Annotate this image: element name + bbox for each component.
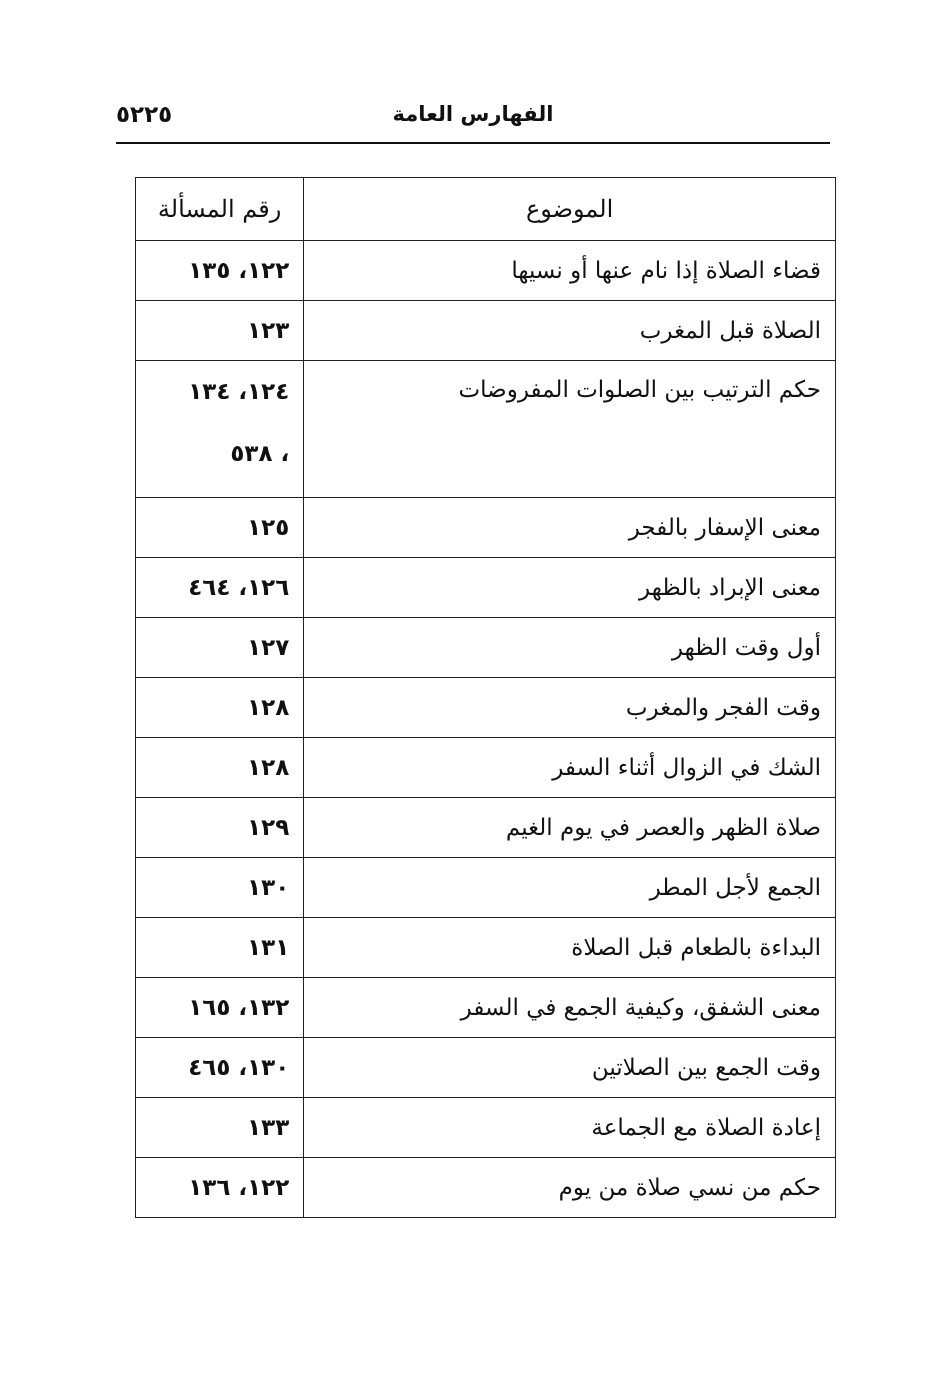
table-row xyxy=(136,1098,836,1158)
table-row xyxy=(136,241,836,301)
table-row xyxy=(136,618,836,678)
topic-cell: معنى الشفق، وكيفية الجمع في السفر xyxy=(304,978,836,1038)
topic-cell: قضاء الصلاة إذا نام عنها أو نسيها xyxy=(304,241,836,301)
issue-number-cell xyxy=(136,798,304,858)
column-header-topic: الموضوع xyxy=(304,178,836,241)
issue-number-cell xyxy=(136,618,304,678)
header-title: الفهارس العامة xyxy=(392,102,554,126)
topic-cell: صلاة الظهر والعصر في يوم الغيم xyxy=(304,798,836,858)
issue-number: ١٣٠، ٤٦٥ xyxy=(188,1054,290,1081)
table-row xyxy=(136,918,836,978)
issue-number: ١٢٨ xyxy=(247,754,290,781)
table-row xyxy=(136,738,836,798)
table-row xyxy=(136,1038,836,1098)
table-row xyxy=(136,678,836,738)
table-row xyxy=(136,558,836,618)
issue-number: ١٣٣ xyxy=(247,1114,290,1141)
table-body xyxy=(136,241,836,1218)
table-row xyxy=(136,498,836,558)
table-row xyxy=(136,301,836,361)
issue-number: ١٢٦، ٤٦٤ xyxy=(188,574,290,601)
topic-cell: الجمع لأجل المطر xyxy=(304,858,836,918)
issue-number: ١٢٢، ١٣٦ xyxy=(188,1174,290,1201)
topic-cell: معنى الإسفار بالفجر xyxy=(304,498,836,558)
issue-number-cell xyxy=(136,858,304,918)
issue-number: ١٣١ xyxy=(247,934,290,961)
topic-cell: الصلاة قبل المغرب xyxy=(304,301,836,361)
topic-cell: حكم الترتيب بين الصلوات المفروضات xyxy=(304,361,836,498)
table-row xyxy=(136,798,836,858)
page-number: ٥٢٢٥ xyxy=(116,102,173,128)
issue-number: ١٣٢، ١٦٥ xyxy=(188,994,290,1021)
issue-number-cell xyxy=(136,241,304,301)
issue-number: ١٢٥ xyxy=(247,514,290,541)
issue-number: ١٢٢، ١٣٥ xyxy=(188,257,290,284)
issue-number-cell xyxy=(136,558,304,618)
topic-cell: حكم من نسي صلاة من يوم xyxy=(304,1158,836,1218)
table-row xyxy=(136,858,836,918)
issue-number: ١٢٩ xyxy=(247,814,290,841)
issue-number-cell xyxy=(136,678,304,738)
issue-number-cell xyxy=(136,738,304,798)
topic-cell: وقت الجمع بين الصلاتين xyxy=(304,1038,836,1098)
issue-number-cell xyxy=(136,301,304,361)
issue-number-cell xyxy=(136,1158,304,1218)
table-row xyxy=(136,1158,836,1218)
issue-number-cell xyxy=(136,361,304,498)
page-header xyxy=(116,100,830,144)
issue-number-cell xyxy=(136,1098,304,1158)
index-table xyxy=(135,177,836,1218)
topic-cell: معنى الإبراد بالظهر xyxy=(304,558,836,618)
table-row xyxy=(136,978,836,1038)
column-header-issue-number: رقم المسألة xyxy=(136,178,304,241)
issue-number-cell xyxy=(136,978,304,1038)
issue-number: ١٣٠ xyxy=(247,874,290,901)
topic-cell: إعادة الصلاة مع الجماعة xyxy=(304,1098,836,1158)
issue-number: ، ٥٣٨ xyxy=(230,441,290,467)
issue-number: ١٢٤، ١٣٤ xyxy=(188,379,290,405)
topic-cell: وقت الفجر والمغرب xyxy=(304,678,836,738)
topic-cell: الشك في الزوال أثناء السفر xyxy=(304,738,836,798)
issue-number-cell xyxy=(136,918,304,978)
table-header-row xyxy=(136,178,836,241)
topic-cell: البداءة بالطعام قبل الصلاة xyxy=(304,918,836,978)
table-row xyxy=(136,361,836,498)
issue-number: ١٢٣ xyxy=(247,317,290,344)
topic-cell: أول وقت الظهر xyxy=(304,618,836,678)
issue-number: ١٢٧ xyxy=(247,634,290,661)
issue-number-cell xyxy=(136,1038,304,1098)
issue-number-cell xyxy=(136,498,304,558)
issue-number: ١٢٨ xyxy=(247,694,290,721)
